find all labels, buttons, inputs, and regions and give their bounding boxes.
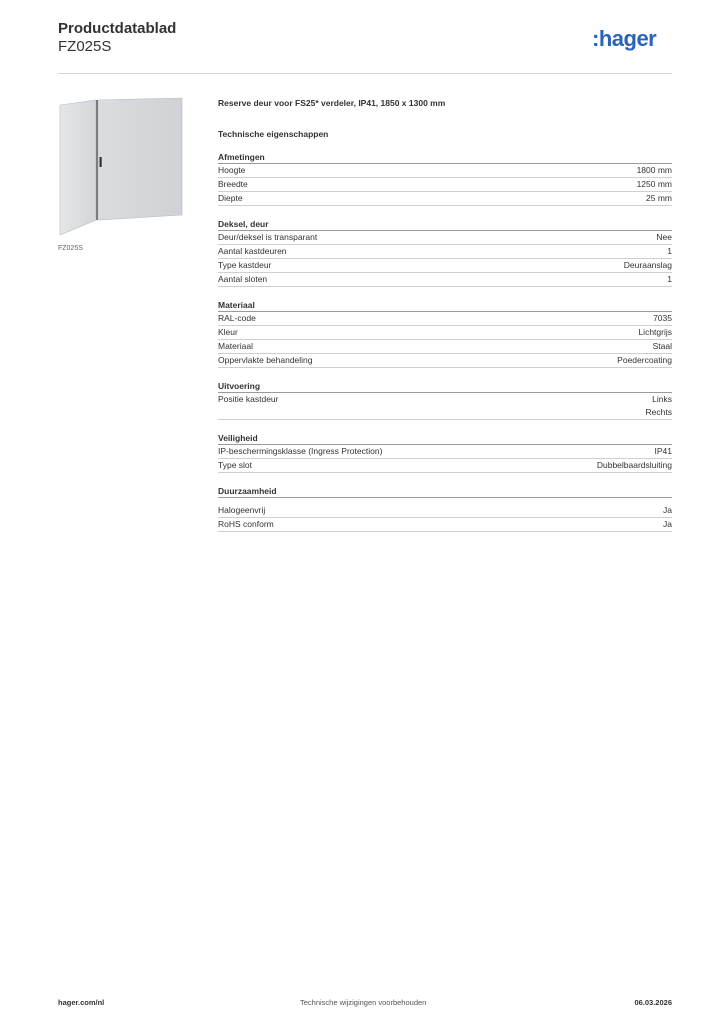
footer-website-link[interactable]: hager.com/nl	[58, 998, 105, 1007]
spec-row	[218, 178, 672, 192]
product-code: FZ025S	[58, 38, 112, 55]
section-heading-technical: Technische eigenschappen	[218, 129, 329, 139]
spec-value: 1	[667, 246, 672, 256]
spec-value: Ja	[663, 519, 672, 529]
spec-row	[218, 504, 672, 518]
spec-label: RAL-code	[218, 313, 256, 323]
section-title: Duurzaamheid	[218, 485, 672, 498]
specifications	[218, 96, 672, 532]
section-title: Deksel, deur	[218, 218, 672, 231]
section-material	[218, 299, 672, 368]
spec-value-line: Rechts	[645, 407, 672, 417]
spec-value: 25 mm	[646, 193, 672, 203]
header-divider	[58, 73, 672, 74]
spec-row	[218, 231, 672, 245]
spec-row	[218, 273, 672, 287]
spec-value: IP41	[654, 446, 672, 456]
spec-row	[218, 259, 672, 273]
spec-value-line: Links	[652, 394, 672, 404]
section-cover-door	[218, 218, 672, 287]
section-title: Materiaal	[218, 299, 672, 312]
spec-value: Staal	[652, 341, 672, 351]
footer-disclaimer: Technische wijzigingen voorbehouden	[300, 998, 427, 1007]
spec-row	[218, 393, 672, 420]
spec-row	[218, 312, 672, 326]
spec-label: Type slot	[218, 460, 253, 470]
spec-label: Positie kastdeur	[218, 394, 279, 404]
footer-date: 06.03.2026	[634, 998, 672, 1007]
spec-row	[218, 459, 672, 473]
spec-value: Nee	[656, 232, 672, 242]
image-caption: FZ025S	[58, 245, 83, 252]
spec-label: Breedte	[218, 179, 248, 189]
page-title: Productdatablad	[58, 20, 177, 37]
spec-value: Deuraanslag	[623, 260, 672, 270]
spec-label: Aantal kastdeuren	[218, 246, 287, 256]
spec-label: Deur/deksel is transparant	[218, 232, 318, 242]
spec-value: Poedercoating	[617, 355, 672, 365]
section-title: Veiligheid	[218, 432, 672, 445]
spec-row	[218, 326, 672, 340]
spec-label: Aantal sloten	[218, 274, 268, 284]
spec-value: Lichtgrijs	[638, 327, 672, 337]
spec-value: 1250 mm	[636, 179, 672, 189]
spec-value: Dubbelbaardsluiting	[596, 460, 672, 470]
spec-label: Halogeenvrij	[218, 505, 266, 515]
spec-value: 1	[667, 274, 672, 284]
product-image-door	[58, 97, 187, 239]
section-title: Afmetingen	[218, 151, 672, 164]
spec-value	[646, 393, 672, 419]
spec-label: RoHS conform	[218, 519, 274, 529]
hager-logo: :hager	[592, 26, 657, 51]
spec-row	[218, 340, 672, 354]
spec-label: Diepte	[218, 193, 243, 203]
spec-row	[218, 518, 672, 532]
section-sustainability	[218, 485, 672, 532]
product-description: Reserve deur voor FS25* verdeler, IP41, 1850 x 1300 mm	[218, 98, 446, 108]
spec-label: Type kastdeur	[218, 260, 272, 270]
spec-row	[218, 445, 672, 459]
section-title: Uitvoering	[218, 380, 672, 393]
spec-label: Materiaal	[218, 341, 253, 351]
spec-label: IP-beschermingsklasse (Ingress Protection)	[218, 446, 383, 456]
spec-label: Kleur	[218, 327, 238, 337]
section-dimensions	[218, 151, 672, 206]
spec-row	[218, 164, 672, 178]
page-footer	[58, 998, 672, 1010]
section-design	[218, 380, 672, 420]
spec-label: Oppervlakte behandeling	[218, 355, 313, 365]
spec-label: Hoogte	[218, 165, 246, 175]
section-safety	[218, 432, 672, 473]
spec-value: 1800 mm	[636, 165, 672, 175]
spec-row	[218, 192, 672, 206]
spec-value: 7035	[653, 313, 672, 323]
spec-value: Ja	[663, 505, 672, 515]
spec-row	[218, 354, 672, 368]
spec-row	[218, 245, 672, 259]
